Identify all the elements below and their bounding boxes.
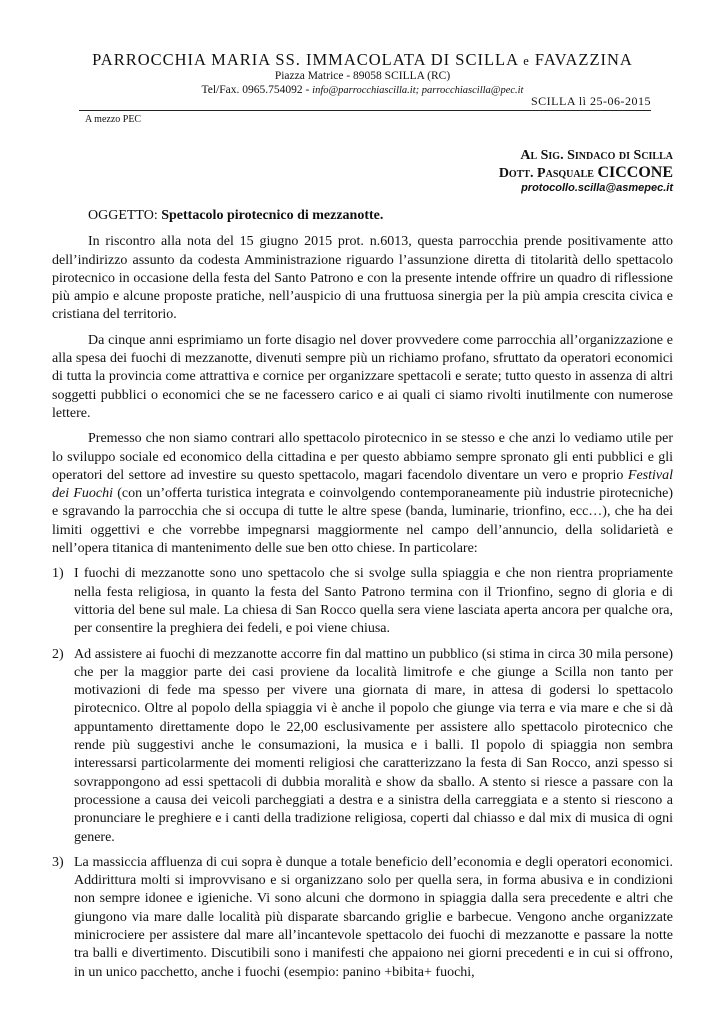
parish-title-conjunction: e bbox=[523, 54, 530, 68]
recipient-email: protocollo.scilla@asmepec.it bbox=[521, 182, 673, 194]
premise-text-before: Premesso che non siamo contrari allo spettacolo pirotecnico in se stesso e che anzi lo vediamo utile per lo sviluppo sociale ed economico della cittadina e per questo abbiamo sempre spronato gli enti pubblici e gli operatori del settore ad investire su questo spettacolo, magari facendolo diventare un vero e proprio bbox=[52, 431, 673, 483]
parish-address: Piazza Matrice - 89058 SCILLA (RC) bbox=[274, 70, 451, 82]
parish-title bbox=[0, 50, 725, 71]
recipient-name: CICCONE bbox=[597, 164, 673, 181]
premise-italic-festival: Festival dei Fuochi bbox=[52, 467, 673, 502]
paragraph-1: In riscontro alla nota del 15 giugno 2015 prot. n.6013, questa parrocchia prende positivamente atto dell’indirizzo assunto da codesta Amministrazione riguardo l’assunzione diretta di titolarità dello spettacolo pirotecnico in occasione della festa del Santo Patrono e con la presente intende offrire un quadro di riflessione più ampio e alcune proposte pratiche, nell’auspicio di una fruttuosa sinergia per la più ampia crescita civica e cristiana del territorio. bbox=[52, 234, 673, 323]
parish-phone: Tel/Fax. 0965.754092 - bbox=[201, 84, 313, 96]
point-2 bbox=[52, 646, 673, 847]
letter-date: SCILLA lì 25-06-2015 bbox=[531, 94, 651, 108]
point-2-number: 2) bbox=[52, 646, 64, 662]
parish-title-main: PARROCCHIA MARIA SS. IMMACOLATA DI SCILLA bbox=[92, 50, 524, 69]
point-1 bbox=[52, 565, 673, 638]
recipient-title: Dott. Pasquale bbox=[498, 166, 598, 181]
parish-title-tail: FAVAZZINA bbox=[529, 50, 633, 69]
point-3-text: La massiccia affluenza di cui sopra è dunque a totale beneficio dell’economia e degli operatori economici. Addirittura molti si improvvisano e si organizzano solo per quella sera, in forma abusiva e in condizioni non sempre idonee e igieniche. Vi sono alcuni che dormono in spiaggia dalla sera precedente e altri che giungono via mare dalle località più disparate sbarcando griglie e barbecue. Vengono anche organizzate minicrociere per assistere dal mare all’incantevole spettacolo dei fuochi di mezzanotte e passare la notte tra balli e divertimento. Discutibili sono i manifesti che appaiono nei giorni precedenti e in cui si offrono, in un unico pacchetto, anche i fuochi (esempio: panino +bibita+ fuochi, bbox=[74, 854, 673, 980]
point-2-text: Ad assistere ai fuochi di mezzanotte accorre fin dal mattino un pubblico (si stima in circa 30 mila persone) che per la maggior parte dei casi proviene da località limitrofe e che giunge a Scilla non tanto per motivazioni di fede ma spesso per vivere una giornata di mare, in attesa di godersi lo spettacolo pirotecnico. Oltre al popolo della spiaggia vi è anche il popolo che giunge via terra e via mare e che si dà appuntamento direttamente dopo le 22,00 esclusivamente per assistere allo spettacolo pirotecnico che rende più suggestivi anche le consumazioni, la musica e i balli. Il popolo di spiaggia non sembra interessarsi particolarmente dei momenti religiosi che caratterizzano la festa di San Rocco, anzi spesso si sovrappongono ad essi spettacoli di dubbia moralità e show da sballo. A stento si riesce a passare con la processione a causa dei veicoli parcheggiati a destra e a sinistra della carreggiata e a stento si riescono a pronunciare le preghiere e i canti della tradizione religiosa, coperti dal chiasso e dal mix di musica di ogni genere. bbox=[74, 646, 673, 845]
point-1-number: 1) bbox=[52, 566, 64, 582]
recipient-line-1: Al Sig. Sindaco di Scilla bbox=[520, 148, 673, 163]
subject-line bbox=[52, 207, 673, 225]
header-divider bbox=[79, 110, 651, 111]
paragraph-3 bbox=[52, 430, 673, 558]
point-3 bbox=[52, 854, 673, 982]
subject-text: Spettacolo pirotecnico di mezzanotte. bbox=[161, 208, 384, 223]
letter-body bbox=[52, 207, 673, 989]
parish-emails: info@parrocchiascilla.it; parrocchiascilla@pec.it bbox=[312, 85, 524, 96]
paragraph-2: Da cinque anni esprimiamo un forte disagio nel dover provvedere come parrocchia all’organizzazione e alla spesa dei fuochi di mezzanotte, divenuti sempre più un richiamo profano, sfruttato da operatori economici di tutta la provincia come attrattiva e cornice per organizzare spettacoli e serate; tutto questo in assenza di altri soggetti pubblici o economici che se ne facessero carico e ai quali ci siamo rivolti inutilmente con numerose lettere. bbox=[52, 332, 673, 421]
premise-text-after: (con un’offerta turistica integrata e coinvolgendo contemporaneamente più industrie pirotecniche) e sgravando la parrocchia che si occupa di tutte le altre spese (banda, luminarie, trionfino, ecc…), che ha dei limiti oggettivi e che vorrebbe impegnarsi maggiormente nel campo dell’annuncio, della solidarietà e nell’opera titanica di mantenimento delle sue ben otto chiese. In particolare: bbox=[52, 486, 674, 557]
point-1-text: I fuochi di mezzanotte sono uno spettacolo che si svolge sulla spiaggia e che non rientra propriamente nella festa religiosa, in quanto la festa del Santo Patrono termina con il Trionfino, segno di gloria e di vittoria del bene sul male. La chiesa di San Rocco quella sera viene lasciata aperta ancora per qualche ora, per consentire la preghiera dei fedeli, e poi viene chiusa. bbox=[74, 566, 673, 637]
point-3-number: 3) bbox=[52, 854, 64, 870]
delivery-note: A mezzo PEC bbox=[85, 114, 142, 125]
subject-label: OGGETTO: bbox=[88, 208, 162, 223]
recipient-line-2 bbox=[499, 164, 673, 183]
numbered-points bbox=[52, 565, 673, 982]
